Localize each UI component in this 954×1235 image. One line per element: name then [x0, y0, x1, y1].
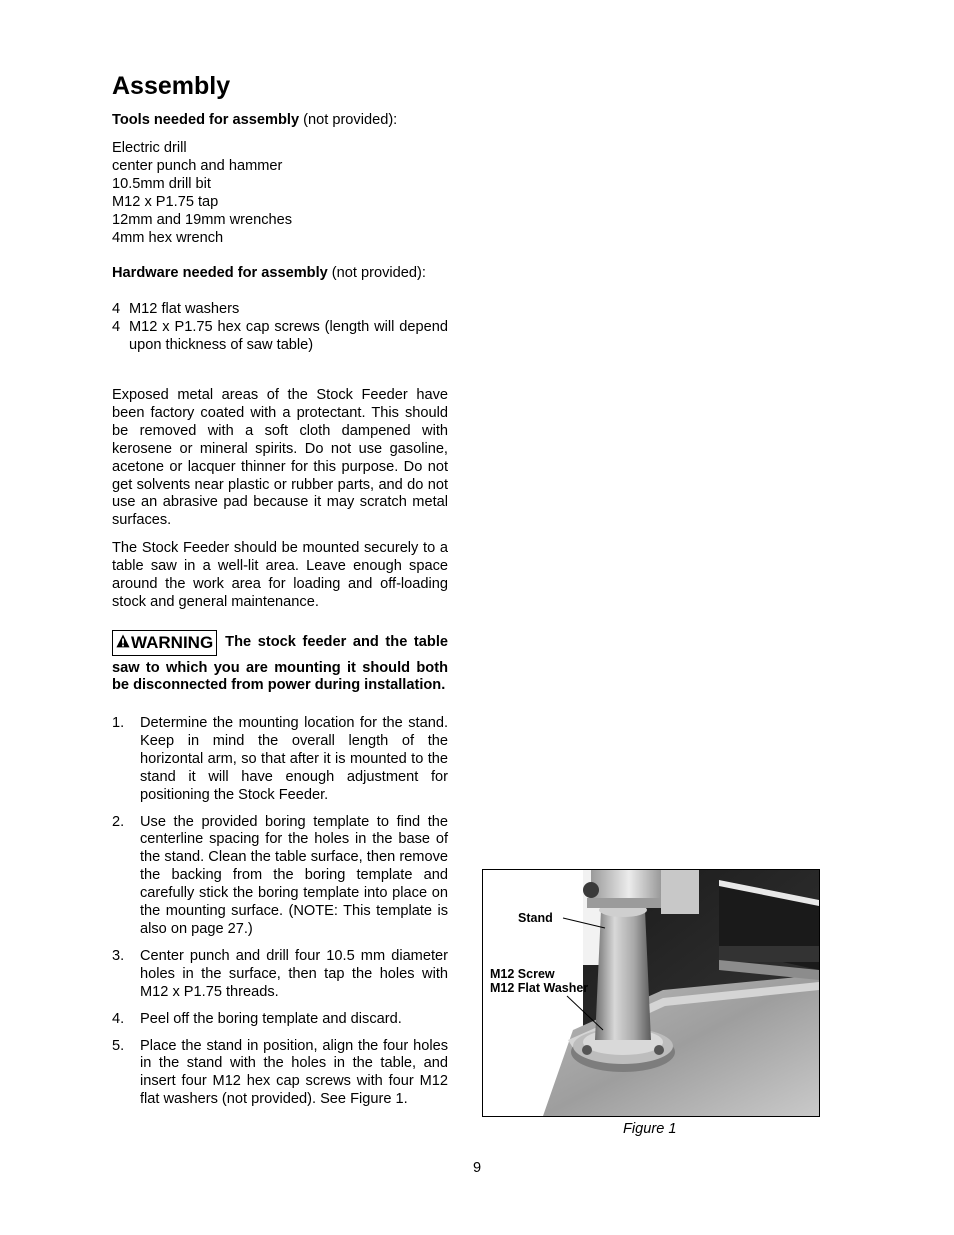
step-number: 3.: [112, 947, 125, 964]
warning-label: WARNING: [131, 633, 214, 652]
hardware-heading-bold: Hardware needed for assembly: [112, 265, 328, 281]
figure-label-stand: Stand: [518, 911, 553, 925]
warning-block: [112, 634, 448, 695]
step-item: [112, 715, 448, 805]
step-number: 5.: [112, 1037, 125, 1054]
tools-heading: [112, 112, 448, 130]
step-text: Peel off the boring template and discard.: [140, 1010, 402, 1027]
figure-label-screw: M12 Screw: [490, 967, 555, 981]
tool-item: Electric drill: [112, 140, 187, 156]
steps-list: [112, 715, 448, 1118]
hardware-item: [112, 319, 448, 355]
tool-item: 10.5mm drill bit: [112, 175, 211, 192]
step-item: [112, 1038, 448, 1110]
step-number: 4.: [112, 1010, 125, 1027]
tools-heading-rest: (not provided):: [299, 112, 398, 128]
tool-item: 4mm hex wrench: [112, 229, 224, 246]
step-text: Place the stand in position, align the four holes in the stand with the holes in the table, and insert four M12 hex cap screws with four M12 flat washers (not provided). See Figure 1.: [140, 1037, 448, 1108]
mount-paragraph: The Stock Feeder should be mounted securely to a table saw in a well-lit area. Leave enough space around the work area for loading and off-loading stock and general maintenance.: [112, 540, 448, 610]
hardware-list: [112, 301, 448, 355]
page-number: 9: [472, 1160, 482, 1176]
warning-badge: [112, 630, 217, 656]
figure-label-washer: M12 Flat Washer: [490, 981, 589, 995]
step-text: Use the provided boring template to find the centerline spacing for the holes in the base of the stand. Clean the table surface, then remove the backing from the boring template and carefully stick the boring template into place on the mounting surface. (NOTE: This template is also on page 27.): [140, 813, 448, 937]
tool-item: 12mm and 19mm wrenches: [112, 211, 293, 228]
tool-item: center punch and hammer: [112, 157, 283, 174]
step-item: [112, 814, 448, 939]
step-item: [112, 1011, 448, 1029]
step-text: Determine the mounting location for the stand. Keep in mind the overall length of the horizontal arm, so that after it is mounted to the stand it will have enough adjustment for positioning the Stock Feeder.: [140, 715, 448, 803]
hardware-text: M12 x P1.75 hex cap screws (length will depend upon thickness of saw table): [129, 318, 448, 353]
tools-heading-bold: Tools needed for assembly: [112, 112, 300, 128]
hardware-item: [112, 301, 448, 319]
warning-text: The stock feeder and the table saw to which you are mounting it should both be disconnected from power during installation.: [112, 634, 448, 694]
hardware-qty: 4: [112, 301, 121, 317]
step-item: [112, 948, 448, 1002]
hardware-qty: 4: [112, 318, 121, 335]
warning-triangle-icon: [116, 632, 130, 654]
page-title: Assembly: [112, 72, 231, 100]
tool-item: M12 x P1.75 tap: [112, 193, 219, 210]
step-number: 1.: [112, 715, 125, 731]
step-number: 2.: [112, 813, 125, 830]
figure-photo: [482, 869, 820, 1117]
figure-caption: Figure 1: [623, 1121, 677, 1137]
hardware-heading-rest: (not provided):: [327, 265, 426, 281]
protectant-paragraph: Exposed metal areas of the Stock Feeder have been factory coated with a protectant. This should be removed with a soft cloth dampened with kerosene or mineral spirits. Do not use gasoline, acetone or lacquer thinner for this purpose. Do not get solvents near plastic or rubber parts, and do not use an abrasive pad because it may scratch metal surfaces.: [112, 387, 448, 529]
hardware-text: M12 flat washers: [129, 301, 240, 317]
tools-list: [112, 140, 448, 247]
hardware-heading: [112, 265, 448, 283]
step-text: Center punch and drill four 10.5 mm diameter holes in the surface, then tap the holes with M12 x P1.75 threads.: [140, 947, 448, 1000]
